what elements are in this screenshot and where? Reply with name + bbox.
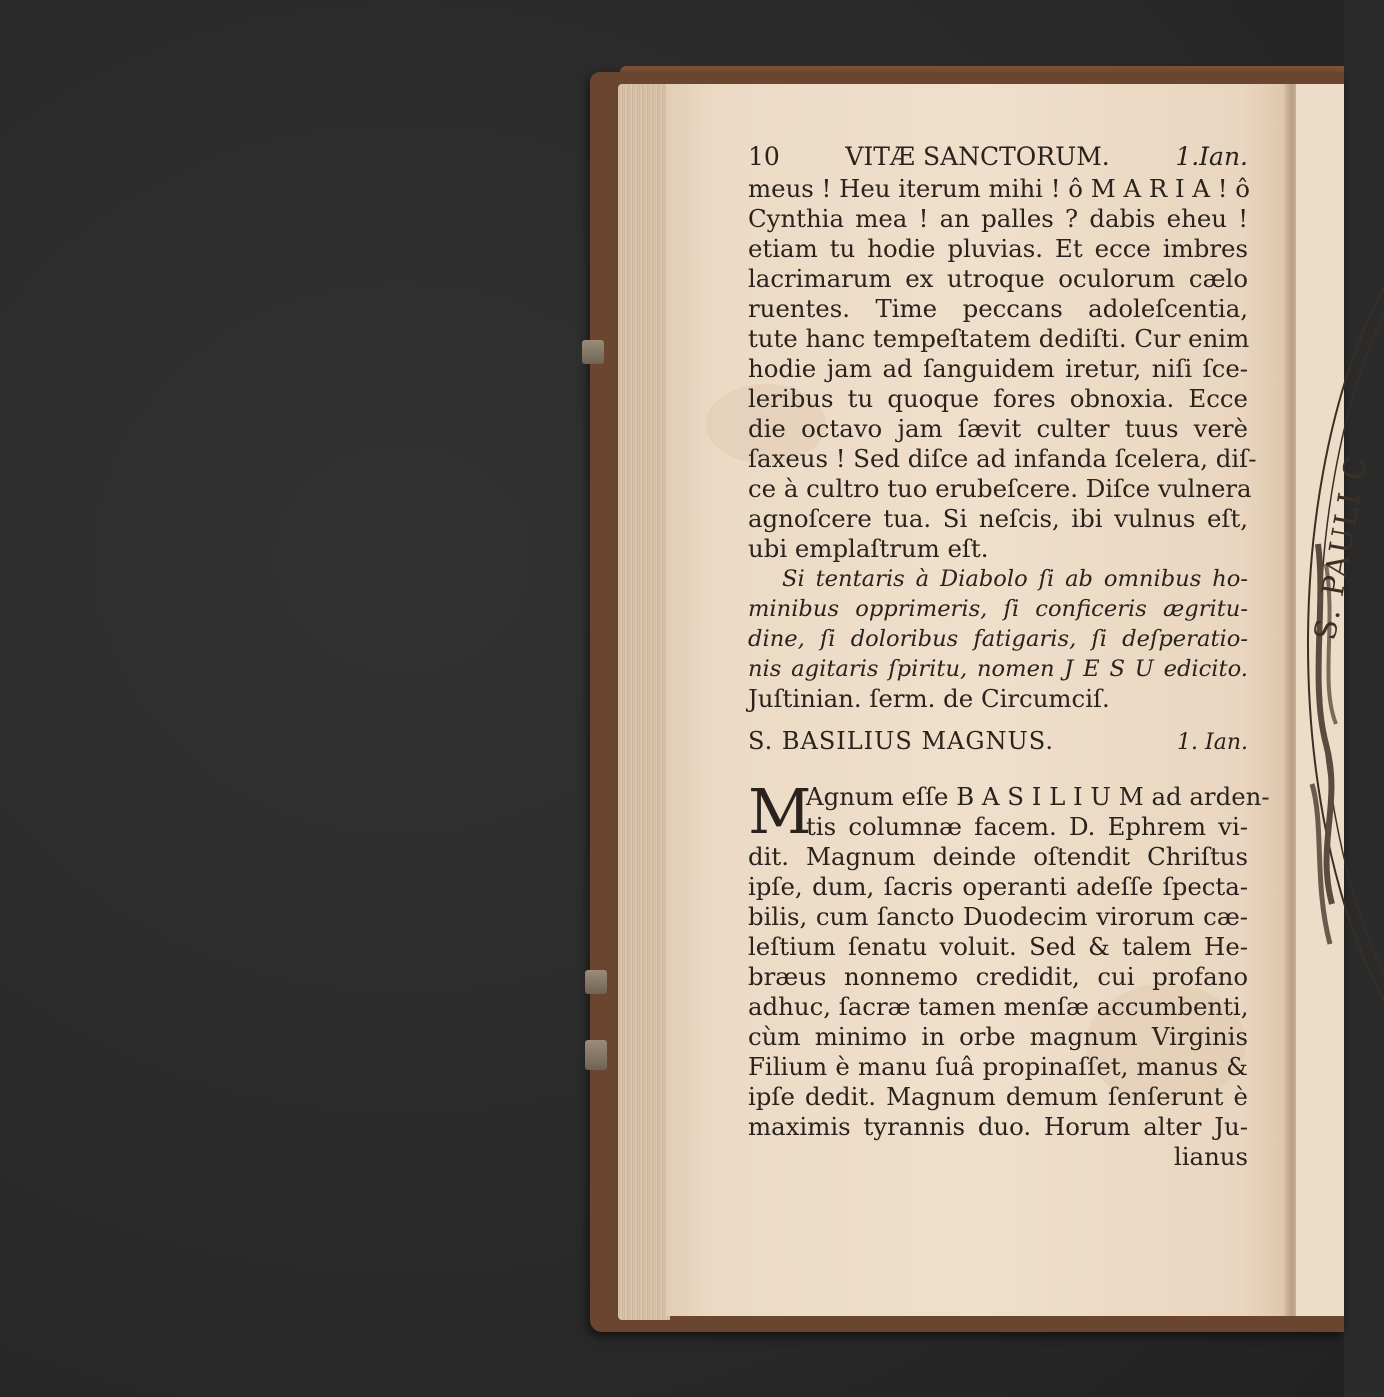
text-line: adhuc, ſacræ tamen menſæ accumbenti, [748,992,1249,1021]
header-date: 1.Ian. [1175,142,1248,171]
engraving-caption: S. PAULI C [1307,452,1375,643]
text-line: tute hanc tempeſtatem dediſti. Cur enim [748,324,1250,353]
text-line: bilis, cum ſancto Duodecim virorum cæ- [748,902,1248,931]
text-line: ce à cultro tuo erubeſcere. Diſce vulnera [748,474,1252,503]
running-title: VITÆ SANCTORUM. [845,142,1110,171]
text-line: maximis tyrannis duo. Horum alter Ju- [748,1112,1248,1141]
section-body [748,775,1270,1172]
text-line: Filium è manu ſuâ propinaſſet, manus & [748,1052,1248,1081]
page-edges [618,84,670,1320]
text-line: agnoſcere tua. Si neſcis, ibi vulnus eſt, [748,504,1248,533]
facing-page-engraving [1296,84,1375,1316]
engraving-oval-icon [1296,84,1344,1316]
clasp-lower-2 [585,1040,607,1070]
text-line: ſaxeus ! Sed diſce ad infanda ſcelera, diſ- [748,444,1257,473]
text-line: Cynthia mea ! an palles ? dabis eheu ! [748,204,1248,233]
citation: Juſtinian. ſerm. de Circumciſ. [748,684,1110,713]
text-line: ipſe dedit. Magnum demum ſenſerunt è [748,1082,1248,1111]
section-date: 1. Ian. [1177,730,1248,755]
text-line: bræus nonnemo credidit, cui profano [748,962,1248,991]
text-line: die octavo jam ſævit culter tuus verè [748,414,1248,443]
italic-line: Si tentaris à Diabolo ſi ab omnibus ho- [782,566,1248,592]
text-line: etiam tu hodie pluvias. Et ecce imbres [748,234,1248,263]
section-title: S. BASILIUS MAGNUS. [748,727,1054,755]
section-heading [748,726,1248,756]
body-paragraph [748,174,1257,564]
running-header [748,142,1248,174]
catchword: lianus [1173,1142,1248,1171]
italic-line: nis agitaris ſpiritu, nomen J E S U edicito. [748,656,1248,682]
text-line: ruentes. Time peccans adoleſcentia, [748,294,1248,323]
italic-line: minibus opprimeris, ſi conficeris ægritu- [748,596,1248,622]
text-line: tis columnæ facem. D. Ephrem vi- [806,812,1248,841]
italic-quotation [748,564,1248,684]
text-line: leribus tu quoque fores obnoxia. Ecce [748,384,1248,413]
clasp-lower [585,970,607,994]
text-line: leſtium ſenatu voluit. Sed & talem He- [748,932,1248,961]
text-line: meus ! Heu iterum mihi ! ô M A R I A ! ô [748,174,1250,203]
text-line: Agnum eſſe B A S I L I U M ad arden- [806,782,1270,811]
text-line: lacrimarum ex utroque oculorum cælo [748,264,1248,293]
page-text [748,142,1270,1172]
italic-line: dine, ſi doloribus fatigaris, ſi deſperatio- [748,626,1248,652]
text-line: dit. Magnum deinde oſtendit Chriſtus [748,842,1248,871]
text-line: ubi emplaſtrum eſt. [748,534,989,563]
clasp-upper [582,340,604,364]
page-number: 10 [748,142,780,171]
text-line: ipſe, dum, ſacris operanti adeſſe ſpecta- [748,872,1248,901]
text-line: hodie jam ad ſanguidem iretur, niſi ſce- [748,354,1248,383]
drop-capital: M [748,775,812,848]
text-line: cùm minimo in orbe magnum Virginis [748,1022,1248,1051]
